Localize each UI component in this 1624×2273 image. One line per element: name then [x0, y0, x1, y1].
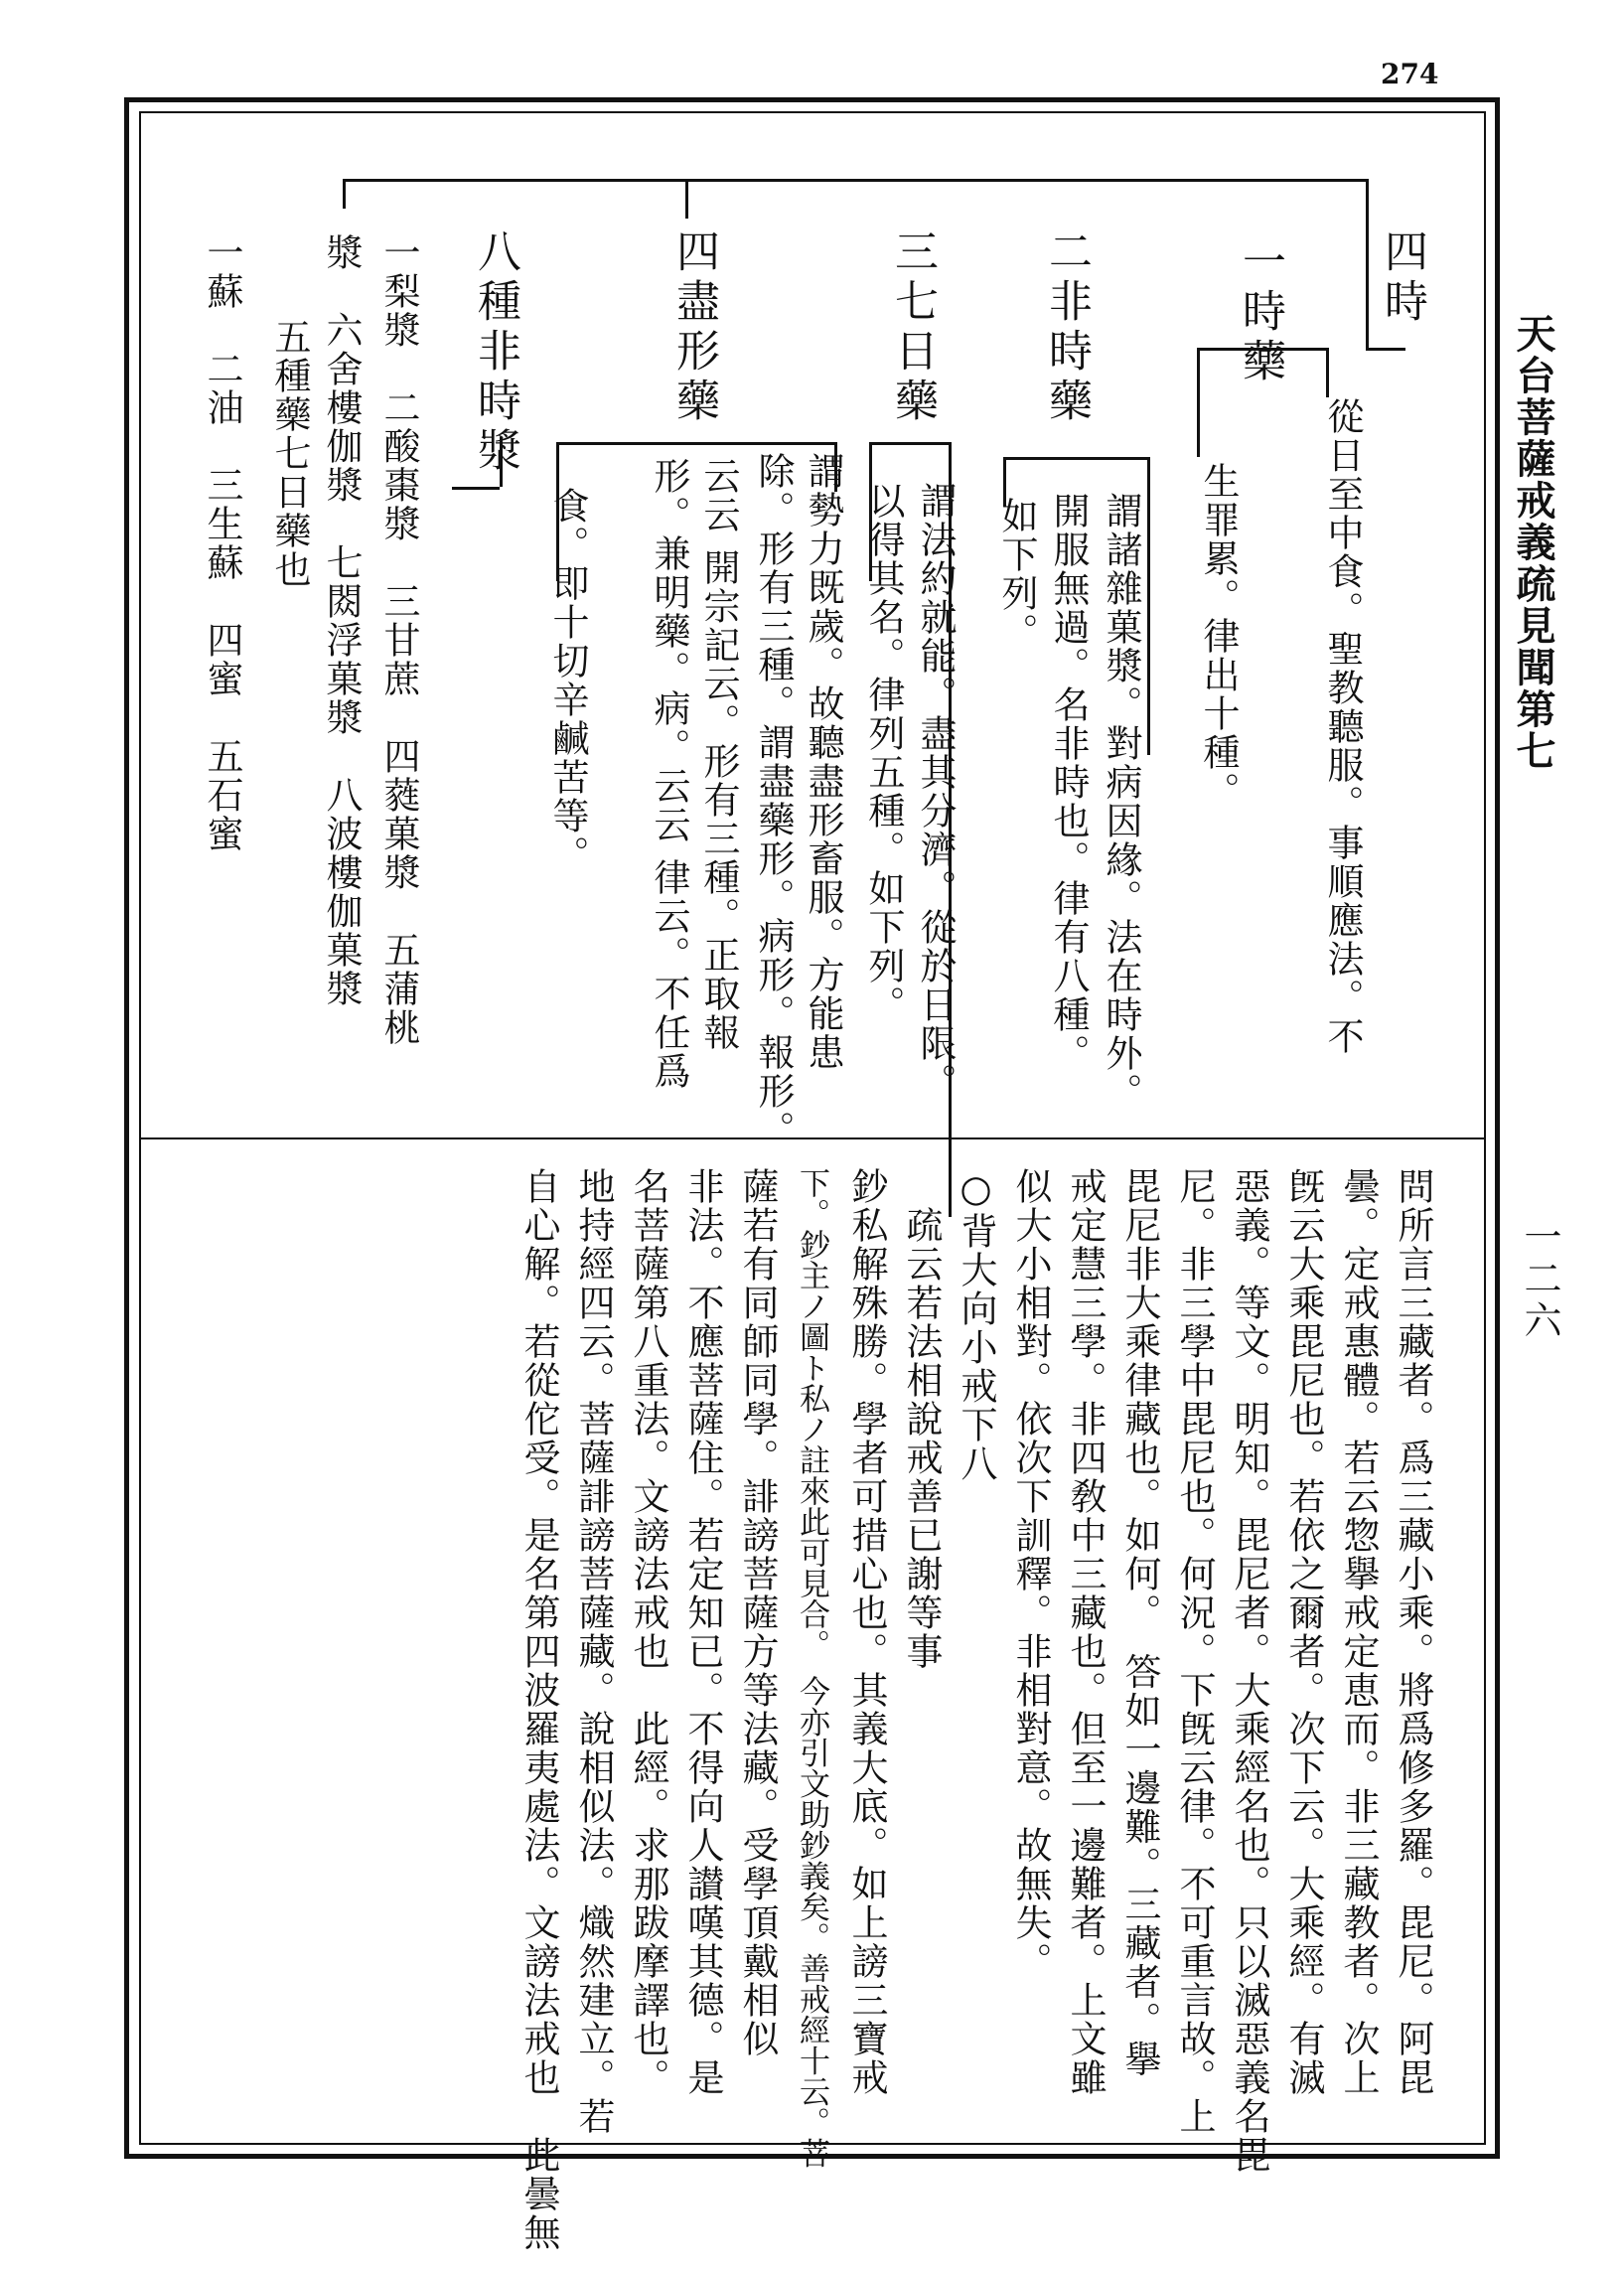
section-divider [139, 1137, 1486, 1139]
branch-4-line-1: 謂勢力既歲。故聽盡形畜服。方能患 [802, 452, 844, 1072]
text-line-1: 問所言三藏者。爲三藏小乘。將爲修多羅。毘尼。阿毘 [1392, 1167, 1434, 2097]
bracket-line [685, 179, 688, 219]
five-kinds-items: 一蘇 二油 三生蘇 四蜜 五石蜜 [201, 233, 243, 853]
branch-3-line-2: 以得其名。律列五種。如下列。 [862, 482, 905, 1024]
five-kinds-heading: 五種藥七日藥也 [268, 318, 311, 589]
branch-2-line-2: 開服無過。名非時也。律有八種。 [1047, 492, 1090, 1073]
text-line-3: 旣云大乘毘尼也。若依之爾者。次下云。大乘經。有滅 [1282, 1167, 1325, 2097]
bracket-line [1003, 457, 1147, 460]
bracket-line [556, 442, 834, 445]
text-line-17: 自心解。若從佗受。是名第四波羅夷處法。文謗法戒也 此曇無 [517, 1167, 560, 2252]
text-line-11: 鈔私解殊勝。學者可措心也。其義大底。如上謗三寶戒 [845, 1167, 888, 2097]
text-line-10: 疏云若法相說戒善已謝等事 [900, 1167, 943, 1671]
book-title: 天台菩薩戒義疏見聞第七 [1510, 313, 1556, 772]
branch-4-line-4: 形。兼明藥。病。云云 律云。不任爲 [648, 457, 690, 1091]
text-line-7: 戒定慧三學。非四敎中三藏也。但至一邊難者。上文雖 [1064, 1167, 1107, 2097]
bracket-line [869, 442, 949, 445]
page-number: 274 [1381, 58, 1439, 90]
bracket-line [685, 179, 1367, 182]
text-line-16: 地持經四云。菩薩誹謗菩薩藏。說相似法。熾然建立。若 [572, 1167, 615, 2136]
branch-2-heading: 二非時藥 [1041, 228, 1092, 427]
bracket-line [1366, 348, 1405, 351]
bracket-line [1326, 348, 1329, 397]
bracket-line [1147, 457, 1150, 755]
text-line-6: 毘尼非大乘律藏也。如何。 答如一邊難。三藏者。擧 [1118, 1167, 1161, 2079]
bracket-line [343, 179, 346, 209]
eight-kinds-heading: 八種非時漿 [470, 228, 520, 477]
text-line-5: 尼。非三學中毘尼也。何況。下旣云律。不可重言故。上 [1173, 1167, 1216, 2136]
branch-1-line-1: 從日至中食。聖教聽服。事順應法。不 [1321, 397, 1364, 1056]
text-line-9: ○背大向小戒下八 [955, 1167, 997, 1483]
branch-4-line-2: 除。形有三種。謂盡藥形。病形。報形。 [752, 452, 795, 1149]
branch-3-line-1: 謂法約就能。盡其分濟。從於日限。 [914, 482, 957, 1102]
text-line-4: 惡義。等文。明知。毘尼者。大乘經名也。只以滅惡義名毘 [1228, 1167, 1270, 2175]
branch-4-line-3: 云云 開宗記云。形有三種。正取報 [697, 457, 740, 1052]
branch-4-line-5: 食。即十切辛鹹苦等。 [546, 487, 589, 874]
root-heading: 四時 [1377, 228, 1427, 328]
text-line-15: 名菩薩第八重法。文謗法戒也 此經。求那跋摩譯也。 [627, 1167, 669, 2097]
text-line-2: 曇。定戒惠體。若云惣擧戒定恵而。非三藏教者。次上 [1337, 1167, 1380, 2097]
branch-2-line-1: 謂諸雜菓漿。對病因緣。法在時外。 [1100, 492, 1142, 1112]
branch-1-heading: 一時藥 [1235, 238, 1285, 387]
folio-number: 一二六 [1518, 1217, 1561, 1342]
branch-2-line-3: 如下列。 [995, 497, 1038, 652]
text-line-8: 似大小相對。依次下訓釋。非相對意。故無失。 [1009, 1167, 1052, 1981]
bracket-line [1366, 179, 1369, 348]
branch-1-line-2: 生罪累。律出十種。 [1197, 462, 1240, 811]
bracket-line [343, 179, 720, 182]
branch-3-heading: 三七日藥 [887, 228, 938, 427]
bracket-line [1197, 348, 1200, 457]
eight-kinds-line-2: 漿 六舍樓伽漿 七閦浮菓漿 八波樓伽菓漿 [320, 233, 363, 1008]
eight-kinds-line-1: 一梨漿 二酸棗漿 三甘蔗 四蕤菓漿 五蒲桃 [377, 233, 420, 1047]
text-line-13: 薩若有同師同學。誹謗菩薩方等法藏。受學頂戴相似 [736, 1167, 779, 2058]
text-line-12: 下。鈔主ノ圖ト私ノ註來此可見合。 今亦引文助鈔義矣。善戒經十云。菩 [794, 1167, 829, 2169]
text-line-14: 非法。不應菩薩住。若定知已。不得向人讃嘆其德。是 [681, 1167, 724, 2097]
branch-4-heading: 四盡形藥 [668, 228, 719, 427]
bracket-line [452, 487, 500, 490]
